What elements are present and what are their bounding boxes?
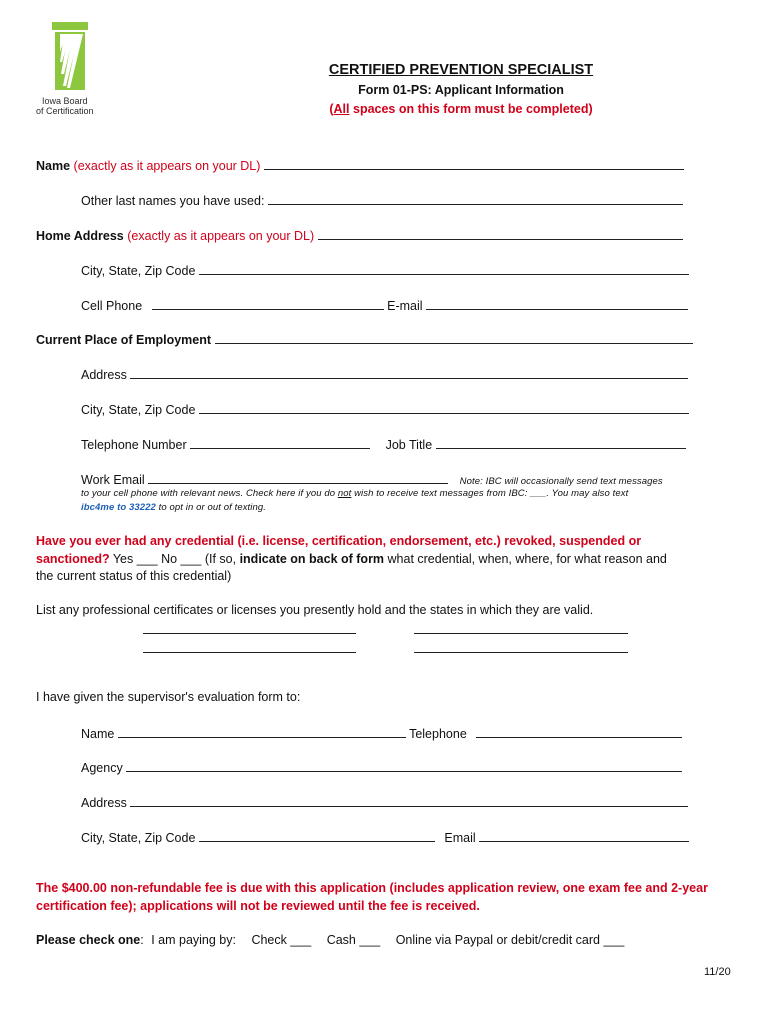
work-email-row [81, 471, 663, 487]
cell-phone-label: Cell Phone [81, 299, 143, 313]
page-title: CERTIFIED PREVENTION SPECIALIST [328, 62, 594, 78]
payment-row [36, 933, 624, 947]
telephone-job-row [81, 436, 686, 452]
logo-emblem-icon [52, 22, 88, 90]
name-field[interactable] [264, 157, 684, 170]
page-subtitle: Form 01-PS: Applicant Information [358, 83, 564, 97]
work-email-label: Work Email [81, 473, 145, 487]
supervisor-email-label: Email [444, 831, 476, 845]
home-address-label: Home Address [36, 229, 124, 243]
certificate-field-4[interactable] [414, 640, 628, 653]
completion-note-rest: spaces on this form must be completed) [349, 102, 593, 116]
name-row [36, 157, 684, 173]
logo-line-1: Iowa Board [42, 96, 88, 106]
home-city-row [81, 262, 689, 278]
fee-notice-line-1: The $400.00 non-refundable fee is due with this application (includes application review, one exam fee and 2-year [36, 881, 708, 895]
payment-online-option[interactable]: Online via Paypal or debit/credit card ___ [395, 933, 625, 947]
supervisor-city-row [81, 829, 689, 845]
cell-email-row [81, 297, 688, 313]
fee-notice-line-2: certification fee); applications will not be reviewed until the fee is received. [36, 899, 480, 913]
supervisor-name-field[interactable] [118, 725, 406, 738]
certificate-field-3[interactable] [143, 640, 356, 653]
payment-colon: : [140, 933, 144, 947]
text-note-line-2 [81, 488, 628, 499]
payment-cash-option[interactable]: Cash ___ [326, 933, 381, 947]
name-label: Name [36, 159, 71, 173]
credential-rest: what credential, when, where, for what reason and [384, 552, 667, 566]
work-city-row [81, 401, 689, 417]
work-address-row [81, 366, 688, 382]
supervisor-agency-field[interactable] [126, 759, 682, 772]
cell-phone-field[interactable] [152, 297, 384, 310]
payment-label: Please check one [36, 933, 141, 947]
home-city-field[interactable] [199, 262, 689, 275]
form-version: 11/20 [704, 966, 731, 978]
completion-note [0, 102, 770, 116]
logo-line-2: of Certification [36, 106, 94, 116]
credential-back-of-form: indicate on back of form [239, 552, 385, 566]
home-city-label: City, State, Zip Code [81, 264, 196, 278]
text-note-line-3 [81, 502, 266, 513]
home-address-note: (exactly as it appears on your DL) [127, 229, 315, 243]
email-label: E-mail [387, 299, 423, 313]
text-note-3: to opt in or out of texting. [155, 502, 267, 513]
credential-question-line-1: Have you ever had any credential (i.e. license, certification, endorsement, etc.) revoked, suspended or [36, 534, 642, 548]
supervisor-agency-label: Agency [81, 761, 123, 775]
supervisor-city-label: City, State, Zip Code [81, 831, 196, 845]
payment-check-option[interactable]: Check ___ [251, 933, 312, 947]
work-email-field[interactable] [148, 471, 448, 484]
supervisor-agency-row [81, 759, 682, 775]
supervisor-name-row [81, 725, 682, 741]
name-note: (exactly as it appears on your DL) [73, 159, 261, 173]
credential-sanctioned: sanctioned? [36, 552, 110, 566]
supervisor-name-label: Name [81, 727, 115, 741]
text-note-line-1: Note: IBC will occasionally send text messages [459, 476, 663, 487]
text-note-2a: to your cell phone with relevant news. Check here if you do [81, 488, 338, 499]
supervisor-telephone-field[interactable] [476, 725, 682, 738]
completion-note-all: All [333, 102, 350, 116]
credential-question-line-3: the current status of this credential) [36, 569, 232, 583]
supervisor-city-field[interactable] [199, 829, 435, 842]
other-names-row [81, 192, 683, 208]
payment-paying-by: I am paying by: [151, 933, 236, 947]
work-address-label: Address [81, 368, 127, 382]
employment-label: Current Place of Employment [36, 333, 212, 347]
supervisor-email-field[interactable] [479, 829, 689, 842]
text-opt-in-code[interactable]: ibc4me to 33222 [81, 502, 156, 513]
other-names-field[interactable] [268, 192, 683, 205]
home-address-field[interactable] [318, 227, 683, 240]
supervisor-intro: I have given the supervisor's evaluation form to: [36, 690, 301, 704]
job-title-field[interactable] [436, 436, 686, 449]
certificates-prompt: List any professional certificates or licenses you presently hold and the states in which they are valid. [36, 603, 594, 617]
home-address-row [36, 227, 683, 243]
telephone-number-label: Telephone Number [81, 438, 187, 452]
supervisor-telephone-label: Telephone [409, 727, 467, 741]
supervisor-address-row [81, 794, 688, 810]
text-note-2b: wish to receive text messages from IBC: ___. You may also text [351, 488, 629, 499]
certificate-field-2[interactable] [414, 621, 628, 634]
job-title-label: Job Title [385, 438, 433, 452]
other-names-label: Other last names you have used: [81, 194, 265, 208]
supervisor-address-field[interactable] [130, 794, 688, 807]
text-note-not: not [337, 488, 352, 499]
credential-question-line-2 [36, 552, 667, 566]
completion-note-open: ( [329, 102, 334, 116]
work-city-field[interactable] [199, 401, 689, 414]
employment-field[interactable] [215, 331, 693, 344]
supervisor-address-label: Address [81, 796, 127, 810]
credential-yes-no[interactable]: Yes ___ No ___ (If so, [109, 552, 240, 566]
work-address-field[interactable] [130, 366, 688, 379]
certificate-field-1[interactable] [143, 621, 356, 634]
email-field[interactable] [426, 297, 688, 310]
employment-row [36, 331, 693, 347]
work-city-label: City, State, Zip Code [81, 403, 196, 417]
telephone-number-field[interactable] [190, 436, 370, 449]
